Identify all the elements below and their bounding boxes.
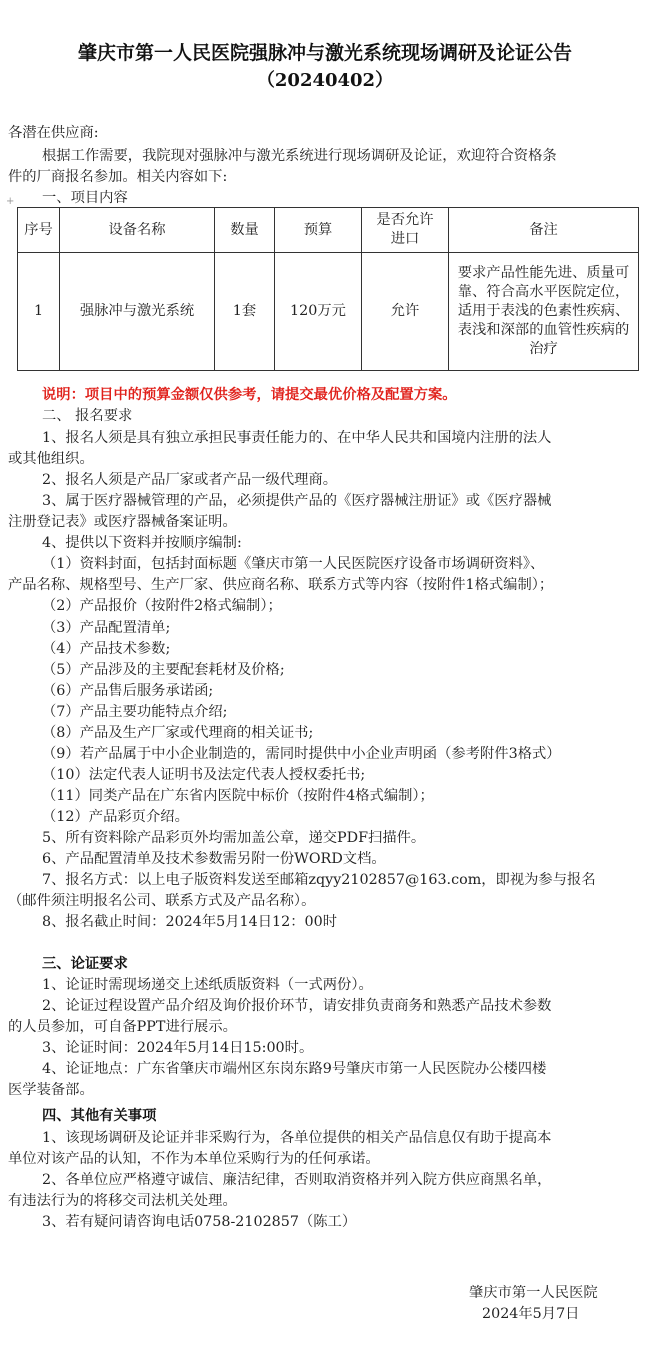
cell-import: 允许 [362,253,449,371]
col-header-note: 备注 [449,208,639,253]
paragraph-line: （8）产品及生产厂家或代理商的相关证书; [42,724,314,741]
paragraph-line: 2、各单位应严格遵守诚信、廉洁纪律，否则取消资格并列入院方供应商黑名单， [42,1172,552,1189]
paragraph-line: 医学装备部。 [8,1082,94,1099]
section-heading: 三、论证要求 [42,956,128,972]
paragraph-line: 1、论证时需现场递交上述纸质版资料（一式两份）。 [42,977,373,993]
paragraph-line: 3、若有疑问请咨询电话0758-2102857（陈工） [42,1214,357,1231]
paragraph-line: （11）同类产品在广东省内医院中标价（按附件4格式编制）； [42,787,434,804]
cell-name: 强脉冲与激光系统 [60,253,215,371]
col-header-name: 设备名称 [60,208,215,253]
paragraph-line: 2、论证过程设置产品介绍及询价报价环节，请安排负责商务和熟悉产品技术参数 [42,998,552,1014]
table-anchor-icon: + [6,196,15,207]
signature-date: 2024年5月7日 [482,1306,580,1322]
paragraph-line: （9）若产品属于中小企业制造的，需同时提供中小企业声明函（参考附件3格式） [42,745,561,762]
paragraph-line: （2）产品报价（按附件2格式编制）； [42,598,282,615]
paragraph-line: 1、该现场调研及论证并非采购行为，各单位提供的相关产品信息仅有助于提高本 [42,1130,552,1146]
paragraph-line: 5、所有资料除产品彩页外均需加盖公章，递交PDF扫描件。 [42,830,426,846]
section-heading-items: 一、项目内容 [42,190,128,206]
cell-qty: 1套 [215,253,275,371]
salutation: 各潜在供应商: [8,125,99,141]
items-table [17,207,639,371]
cell-no: 1 [18,253,60,371]
paragraph-line: （3）产品配置清单; [42,619,171,636]
cell-note: 要求产品性能先进、质量可靠、符合高水平医院定位，适用于表浅的色素性疾病、表浅和深部的血管性疾病的治疗 [449,253,639,371]
paragraph-line: 有违法行为的将移交司法机关处理。 [8,1193,237,1210]
paragraph-line: 单位对该产品的认知，不作为本单位采购行为的任何承诺。 [8,1151,380,1167]
page-title: 肇庆市第一人民医院强脉冲与激光系统现场调研及论证公告 [77,42,572,64]
paragraph-line: 4、提供以下资料并按顺序编制: [42,535,242,552]
paragraph-line: 1、报名人须是具有独立承担民事责任能力的、在中华人民共和国境内注册的法人 [42,430,552,446]
paragraph-line: （12）产品彩页介绍。 [42,808,189,825]
paragraph-line: （6）产品售后服务承诺函; [42,682,214,699]
paragraph-line: （7）产品主要功能特点介绍; [42,703,228,720]
cell-budget: 120万元 [275,253,362,371]
col-header-import: 是否允许进口 [362,208,449,253]
paragraph-line: （10）法定代表人证明书及法定代表人授权委托书; [42,766,366,783]
intro-line-1: 根据工作需要，我院现对强脉冲与激光系统进行现场调研及论证，欢迎符合资格条 [42,148,557,164]
table-header-row [18,208,639,253]
paragraph-line: 3、属于医疗器械管理的产品，必须提供产品的《医疗器械注册证》或《医疗器械 [42,493,552,510]
intro-line-2: 件的厂商报名参加。相关内容如下: [8,169,228,185]
paragraph-line: 7、报名方式：以上电子版资料发送至邮箱zqyy2102857@163.com，即视为参与报名 [42,872,596,888]
paragraph-line: （1）资料封面，包括封面标题《肇庆市第一人民医院医疗设备市场调研资料》、 [42,556,545,573]
paragraph-line: （4）产品技术参数; [42,640,171,657]
announcement-code: （20240402） [256,70,394,91]
col-header-no: 序号 [18,208,60,253]
paragraph-line: 8、报名截止时间：2024年5月14日12：00时 [42,914,338,931]
budget-notice: 说明：项目中的预算金额仅供参考，请提交最优价格及配置方案。 [42,387,457,403]
col-header-qty: 数量 [215,208,275,253]
paragraph-line: 2、报名人须是产品厂家或者产品一级代理商。 [42,472,338,489]
paragraph-line: 4、论证地点：广东省肇庆市端州区东岗东路9号肇庆市第一人民医院办公楼四楼 [42,1061,547,1078]
paragraph-line: 的人员参加，可自备PPT进行展示。 [8,1019,237,1036]
table-row [18,253,639,371]
signature-org: 肇庆市第一人民医院 [469,1285,598,1301]
paragraph-line: 产品名称、规格型号、生产厂家、供应商名称、联系方式等内容（按附件1格式编制）； [8,577,554,594]
paragraph-line: 3、论证时间：2024年5月14日15:00时。 [42,1040,314,1057]
paragraph-line: （5）产品涉及的主要配套耗材及价格; [42,661,285,678]
paragraph-line: 6、产品配置清单及技术参数需另附一份WORD文档。 [42,851,386,867]
paragraph-line: 或其他组织。 [8,451,94,468]
section-heading: 四、其他有关事项 [42,1108,157,1124]
section-heading: 二、 报名要求 [42,408,133,424]
paragraph-line: （邮件须注明报名公司、联系方式及产品名称）。 [8,893,316,910]
col-header-budget: 预算 [275,208,362,253]
paragraph-line: 注册登记表》或医疗器械备案证明。 [8,514,237,531]
